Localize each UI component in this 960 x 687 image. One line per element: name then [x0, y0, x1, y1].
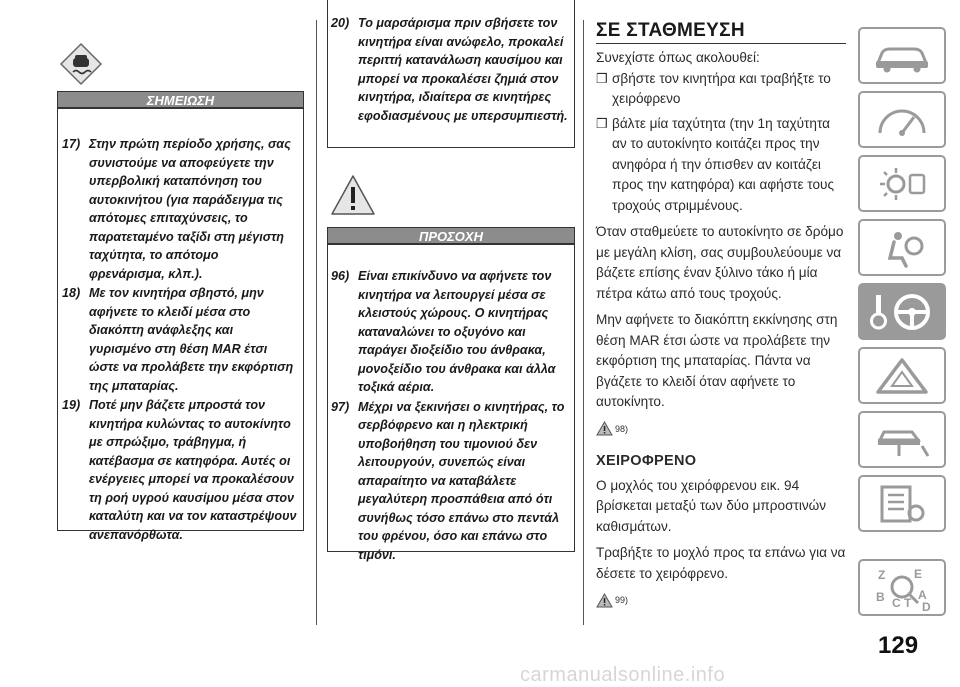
note-item-18: 18) Με τον κινητήρα σβηστό, μην αφήνετε το κλειδί μέσα στο διακόπτη ανάφλεξης και γυρισμένο στη θέση MAR έτσι ώστε να προλάβετε την εκφόρτιση της μπαταρίας. [62, 286, 294, 393]
caution-triangle-icon [596, 421, 613, 436]
bullet-item: ❒ βάλτε μία ταχύτητα (την 1η ταχύτητα αν το αυτοκίνητο κοιτάζει προς την ανηφόρα ή την όπισθεν αν κοιτάζει προς την κατηφόρα) και αφήστε τους τροχούς στριμμένους. [596, 115, 835, 213]
note-item-19: 19) Ποτέ μην βάζετε μπροστά τον κινητήρα κυλώντας το αυτοκίνητο με σπρώξιμο, τράβηγμα, ή κατέβασμα σε κατηφόρα. Αυτές οι ενέργειες μπορεί να προκαλέσουν τη ροή υγρού καυσίμου μέσα στον καταλύτη και να τον καταστρέψουν ανεπανόρθωτα. [62, 398, 297, 542]
tab-dashboard[interactable] [858, 91, 946, 148]
note-heading: ΣΗΜΕΙΩΣΗ [57, 91, 304, 108]
paragraph: Μην αφήνετε το διακόπτη εκκίνησης στη θέση MAR έτσι ώστε να προλάβετε την εκφόρτιση της μπαταρίας. Πάντα να βγάζετε το κλειδί όταν αφήνετε το αυτοκίνητο. [596, 312, 838, 409]
note-item-20: 20) Το μαρσάρισμα πριν σβήσετε τον κινητήρα είναι ανώφελο, προκαλεί περιττή κατανάλωση καυσίμου και μπορεί να προκαλέσει ζημιά στον κινητήρα, ιδιαίτερα σε κινητήρες εφοδιασμένους με υπερσυμπιεστή. [331, 16, 568, 123]
tab-lights[interactable] [858, 155, 946, 212]
svg-text:T: T [904, 595, 912, 610]
tab-safety[interactable] [858, 219, 946, 276]
svg-text:C: C [892, 595, 901, 610]
tab-index[interactable] [858, 559, 946, 616]
column-divider-left [316, 20, 317, 625]
tab-emergency[interactable] [858, 347, 946, 404]
section-title-rule [596, 43, 846, 44]
car-skid-warning-icon [59, 42, 103, 86]
svg-text:D: D [922, 599, 931, 611]
watermark: carmanualsonline.info [520, 664, 726, 686]
paragraph: Τραβήξτε το μοχλό προς τα επάνω για να δέσετε το χειρόφρενο. [596, 545, 846, 581]
airbag-seat-icon [872, 228, 932, 268]
warning-item-96: 96) Είναι επικίνδυνο να αφήνετε τον κινητήρα να λειτουργεί μέσα σε κλειστούς χώρους. Ο κινητήρας καταναλώνει το οξυγόνο και παράγει διοξείδιο του άνθρακα, μονοξείδιο του άνθρακα και άλλα τοξικά αέρια. [331, 269, 556, 394]
paragraph: Όταν σταθμεύετε το αυτοκίνητο σε δρόμο με μεγάλη κλίση, σας συμβουλεύουμε να βάζετε επίσης έναν ξύλινο τάκο ή μία πέτρα κάτω από τους τροχούς. [596, 224, 844, 301]
spec-sheet-icon [872, 483, 932, 525]
intro-text: Συνεχίστε όπως ακολουθεί: [596, 50, 760, 65]
tab-starting-driving[interactable] [858, 283, 946, 340]
warning-triangle-icon [872, 356, 932, 396]
note-item-17: 17) Στην πρώτη περίοδο χρήσης, σας συνιστούμε να αποφεύγετε την υπερβολική καταπόνηση του αυτοκινήτου (για παράδειγμα τις απότομες επιταχύνσεις, το παρατεταμένο ταξίδι στη μέγιστη ταχύτητα, το απότομο φρενάρισμα, κλπ.). [62, 137, 291, 281]
alphabet-index-icon [870, 565, 934, 611]
section-title: ΣΕ ΣΤΑΘΜΕΥΣΗ [596, 20, 745, 41]
bullet-item: ❒ σβήστε τον κινητήρα και τραβήξτε το χειρόφρενο [596, 70, 831, 106]
warning-box [327, 244, 575, 562]
car-icon [872, 39, 932, 73]
svg-text:Z: Z [878, 567, 886, 582]
warning-reference: 98) [596, 419, 848, 440]
tab-maintenance[interactable] [858, 411, 946, 468]
tab-technical-data[interactable] [858, 475, 946, 532]
paragraph: Ο μοχλός του χειρόφρενου εικ. 94 βρίσκεται μεταξύ των δύο μπροστινών καθισμάτων. [596, 477, 827, 534]
warning-heading: ΠΡΟΣΟΧΗ [327, 227, 575, 244]
column-divider-right [583, 20, 584, 625]
sun-light-icon [872, 165, 932, 203]
subsection-title: ΧΕΙΡΟΦΡΕΝΟ [596, 453, 697, 469]
svg-text:B: B [876, 589, 885, 604]
tab-car-overview[interactable] [858, 27, 946, 84]
svg-text:A: A [918, 587, 927, 602]
speedometer-icon [872, 101, 932, 139]
note-box [57, 108, 304, 542]
svg-text:E: E [914, 566, 923, 581]
car-lift-wrench-icon [872, 420, 932, 460]
note-box-continued [327, 0, 575, 148]
right-column [596, 20, 848, 611]
caution-triangle-icon [596, 593, 613, 608]
warning-reference: 99) [596, 590, 848, 611]
page-number: 129 [878, 632, 919, 659]
caution-triangle-icon [330, 173, 376, 217]
key-steering-wheel-icon [870, 291, 934, 333]
warning-item-97: 97) Μέχρι να ξεκινήσει ο κινητήρας, το σερβόφρενο και η ηλεκτρική υποβοήθηση του τιμονιού δεν λειτουργούν, συνεπώς είναι απαραίτητο να καταβάλετε μεγαλύτερη προσπάθεια από ότι συνήθως τόσο επάνω στο πεντάλ του φρένου, όσο και επάνω στο τιμόνι. [331, 399, 565, 562]
